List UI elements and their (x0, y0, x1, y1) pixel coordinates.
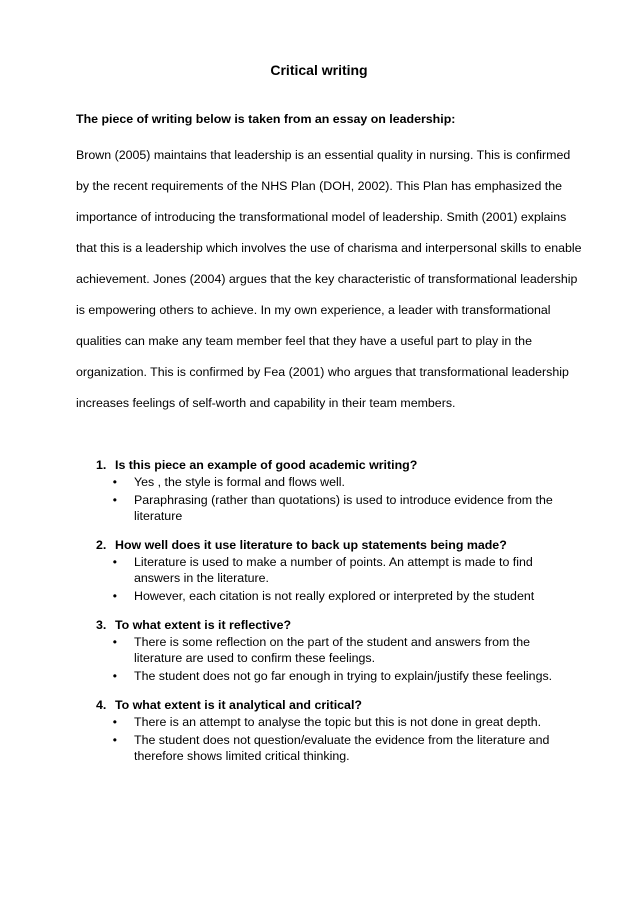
question-heading (96, 536, 566, 554)
paragraph-line: increases feelings of self-worth and capability in their team members. (76, 396, 456, 410)
question-heading (96, 616, 566, 634)
question-text: To what extent is it reflective? (115, 618, 292, 632)
answer-text: However, each citation is not really explored or interpreted by the student (134, 589, 535, 603)
question-number: 2. (96, 538, 107, 552)
paragraph-line: by the recent requirements of the NHS Plan (DOH, 2002). This Plan has emphasized the (76, 179, 563, 193)
question-list (96, 456, 566, 776)
essay-paragraph (76, 140, 582, 419)
question-number: 1. (96, 458, 107, 472)
answer-item (96, 554, 566, 586)
answer-item (96, 732, 566, 764)
paragraph-line: Brown (2005) maintains that leadership is an essential quality in nursing. This is confirmed (76, 148, 571, 162)
answer-list (96, 474, 566, 524)
question-heading (96, 456, 566, 474)
document-title: Critical writing (270, 62, 368, 78)
paragraph-line: is empowering others to achieve. In my own experience, a leader with transformational (76, 303, 551, 317)
bullet-icon: • (112, 493, 117, 507)
answer-text: The student does not question/evaluate the evidence from the literature and therefore shows limited critical thinking. (134, 733, 550, 763)
answer-text: Yes , the style is formal and flows well. (134, 475, 345, 489)
answer-item (96, 634, 566, 666)
question-text: Is this piece an example of good academic writing? (115, 458, 418, 472)
bullet-icon: • (112, 555, 117, 569)
bullet-icon: • (112, 475, 117, 489)
answer-item (96, 588, 566, 604)
question-heading (96, 696, 566, 714)
intro-heading: The piece of writing below is taken from an essay on leadership: (76, 112, 456, 126)
paragraph-line: importance of introducing the transformational model of leadership. Smith (2001) explains (76, 210, 567, 224)
answer-item (96, 492, 566, 524)
bullet-icon: • (112, 589, 117, 603)
bullet-icon: • (112, 669, 117, 683)
answer-text: Literature is used to make a number of points. An attempt is made to find answers in the literature. (134, 555, 533, 585)
answer-list (96, 714, 566, 764)
answer-item (96, 668, 566, 684)
question-text: To what extent is it analytical and critical? (115, 698, 362, 712)
paragraph-line: qualities can make any team member feel that they have a useful part to play in the (76, 334, 532, 348)
paragraph-line: achievement. Jones (2004) argues that the key characteristic of transformational leadership (76, 272, 578, 286)
answer-text: There is an attempt to analyse the topic but this is not done in great depth. (134, 715, 542, 729)
paragraph-line: organization. This is confirmed by Fea (2001) who argues that transformational leadership (76, 365, 569, 379)
answer-item (96, 714, 566, 730)
bullet-icon: • (112, 635, 117, 649)
question-item (96, 456, 566, 524)
bullet-icon: • (112, 715, 117, 729)
paragraph-line: that this is a leadership which involves the use of charisma and interpersonal skills to enable (76, 241, 582, 255)
answer-item (96, 474, 566, 490)
question-item (96, 616, 566, 684)
question-text: How well does it use literature to back up statements being made? (115, 538, 507, 552)
answer-text: The student does not go far enough in trying to explain/justify these feelings. (134, 669, 553, 683)
question-item (96, 696, 566, 764)
answer-text: There is some reflection on the part of the student and answers from the literature are used to confirm these feelings. (134, 635, 531, 665)
question-number: 4. (96, 698, 107, 712)
question-number: 3. (96, 618, 107, 632)
bullet-icon: • (112, 733, 117, 747)
question-item (96, 536, 566, 604)
answer-text: Paraphrasing (rather than quotations) is used to introduce evidence from the literature (134, 493, 553, 523)
answer-list (96, 634, 566, 684)
answer-list (96, 554, 566, 604)
